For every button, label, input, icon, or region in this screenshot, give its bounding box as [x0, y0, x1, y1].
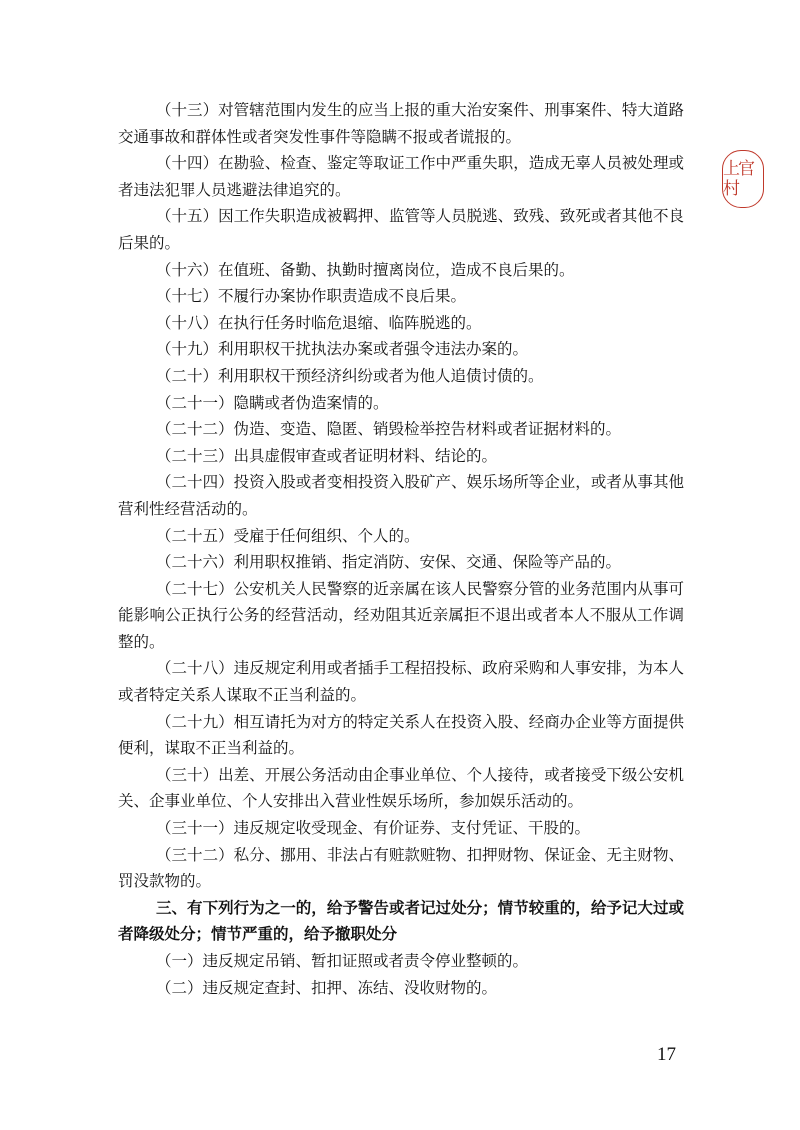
clause-paragraph: （一）违反规定吊销、暂扣证照或者责令停业整顿的。 [156, 952, 529, 970]
page-number: 17 [657, 1044, 676, 1065]
clause-paragraph: （二十九）相互请托为对方的特定关系人在投资入股、经商办企业等方面提供便利，谋取不正当利益的。 [118, 712, 684, 758]
clause-paragraph: （二十二）伪造、变造、隐匿、销毁检举控告材料或者证据材料的。 [156, 420, 622, 439]
clause-paragraph: （二十）利用职权干预经济纠纷或者为他人追债讨债的。 [156, 366, 544, 385]
seal-text: 上官村 [723, 159, 753, 199]
clause-paragraph: （三十）出差、开展公务活动由企事业单位、个人接待，或者接受下级公安机关、企事业单位、个人安排出入营业性娱乐场所，参加娱乐活动的。 [118, 765, 684, 811]
clause-paragraph: （十九）利用职权干扰执法办案或者强令违法办案的。 [156, 340, 529, 359]
body-text [118, 97, 684, 1001]
clause-paragraph: （二十五）受雇于任何组织、个人的。 [156, 526, 420, 545]
clause-paragraph: （十四）在勘验、检查、鉴定等取证工作中严重失职，造成无辜人员被处理或者违法犯罪人员逃避法律追究的。 [118, 154, 684, 199]
clause-paragraph: （十七）不履行办案协作职责造成不良后果。 [156, 287, 467, 306]
clause-paragraph: （三十二）私分、挪用、非法占有赃款赃物、扣押财物、保证金、无主财物、罚没款物的。 [118, 845, 684, 891]
clause-paragraph: （十五）因工作失职造成被羁押、监管等人员脱逃、致残、致死或者其他不良后果的。 [118, 207, 684, 252]
clause-paragraph: （二十三）出具虚假审查或者证明材料、结论的。 [156, 446, 498, 465]
clause-paragraph: （二十一）隐瞒或者伪造案情的。 [156, 393, 389, 412]
clause-paragraph: （三十一）违反规定收受现金、有价证券、支付凭证、干股的。 [156, 819, 591, 838]
clause-paragraph: （十三）对管辖范围内发生的应当上报的重大治安案件、刑事案件、特大道路交通事故和群体性或者突发性事件等隐瞒不报或者谎报的。 [118, 101, 684, 146]
clause-paragraph: （二十六）利用职权推销、指定消防、安保、交通、保险等产品的。 [156, 553, 622, 572]
section-heading: 三、有下列行为之一的，给予警告或者记过处分；情节较重的，给予记大过或者降级处分；情节严重的，给予撤职处分 [118, 897, 684, 944]
clause-paragraph: （二十四）投资入股或者变相投资入股矿产、娱乐场所等企业，或者从事其他营利性经营活动的。 [118, 473, 684, 518]
clause-paragraph: （十八）在执行任务时临危退缩、临阵脱逃的。 [156, 313, 482, 332]
clause-paragraph: （二十七）公安机关人民警察的近亲属在该人民警察分管的业务范围内从事可能影响公正执行公务的经营活动，经劝阻其近亲属拒不退出或者本人不服从工作调整的。 [118, 579, 684, 651]
clause-paragraph: （十六）在值班、备勤、执勤时擅离岗位，造成不良后果的。 [156, 260, 575, 279]
red-seal-stamp [722, 150, 764, 208]
clause-paragraph: （二）违反规定查封、扣押、冻结、没收财物的。 [156, 978, 498, 997]
clause-paragraph: （二十八）违反规定利用或者插手工程招投标、政府采购和人事安排，为本人或者特定关系人谋取不正当利益的。 [118, 659, 684, 705]
